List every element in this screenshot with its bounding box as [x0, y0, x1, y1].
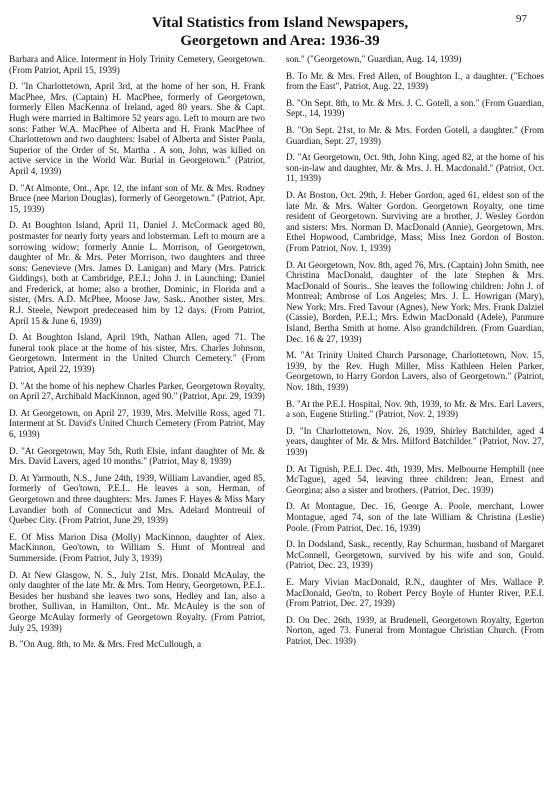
entry: M. "At Trinity United Church Parsonage, Charlottetown, Nov. 15, 1939, by the Rev. Hugh Miller, Miss Kathleen Helen Parker, Georgetown, to Harry Gordon Lavers, also of Georgetown." (Patriot, Nov. 18th, 1939) [286, 350, 544, 393]
entry: D. At Tignish, P.E.I. Dec. 4th, 1939, Mrs. Melbourne Hemphill (nee McTague), aged 54, leaving three children: Jean, Ernest and Georgina; also a sister and brothers. (Patriot, Dec. 1939) [286, 463, 544, 495]
entry: E. Mary Vivian MacDonald, R.N., daughter of Mrs. Wallace P. MacDonald, Geo'tn, to Robert Percy Boyle of Hunter River, P.E.I. (From Patriot, Dec. 27, 1939) [286, 576, 544, 609]
entry: D. "In Charlottetown, Nov. 26, 1939, Shirley Batchilder, aged 4 years, daughter of Mr. & Mrs. Milford Batchilder." (Patriot, Nov. 27, 1939) [286, 425, 544, 457]
entry: D. At Boughton Island, April 19th, Nathan Allen, aged 71. The funeral took place at the home of his sister, Mrs. Charles Johnson, Georgetown. Interment in the United Church Cemetery." (From Patriot, April 22, 1939) [9, 332, 265, 375]
entry: D. At Georgetown, on April 27, 1939, Mrs. Melville Ross, aged 71. Interment at St. David's United Church Cemetery (From Patriot, May 6, 1939) [9, 407, 265, 439]
entry: D. At Montague, Dec. 16, George A. Poole, merchant, Lower Montague, aged 74, son of the late William & Christina (Leslie) Poole. (From Patriot, Dec. 16, 1939) [286, 501, 544, 533]
entry: D. "In Charlottetown, April 3rd, at the home of her son, H. Frank MacPhee, Mrs. (Captain) H. MacPhee, formerly of Georgetown, formerly Ellen MacKenna of Ireland, aged 80 years. She & Capt. Hugh were married in Baltimore 52 years ago. Left to mourn are two sons: Father W.A. MacPhee of Alberta and H. Frank MacPhee of Charlottetown and two daughters: Isabel of Alberta and Sister Paula, Superior of the Order of St. Martha . A son, John, was killed on active service in the World War. Burial in Georgetown." (Patriot, April 4, 1939) [9, 81, 265, 176]
entry: E. Of Miss Marion Disa (Molly) MacKinnon, daughter of Alex. MacKinnon, Geo'town, to William S. Hunt of Montreal and Summerside. (From Patriot, July 3, 1939) [9, 531, 265, 563]
entry: B. "On Aug. 8th, to Mr. & Mrs. Fred McCullough, a [9, 639, 202, 650]
entry: B. To Mr. & Mrs. Fred Allen, of Boughton I., a daughter. ("Echoes from the East", Patriot, Aug. 22, 1939) [286, 70, 544, 92]
title-line-2: Georgetown and Area: 1936-39 [180, 33, 380, 49]
entry: B. "At the P.E.I. Hospital, Nov. 9th, 1939, to Mr. & Mrs. Earl Lavers, a son, Eugene Stirling." (Patriot, Nov. 2, 1939) [286, 398, 544, 420]
entry: Barbara and Alice. Interment in Holy Trinity Cemetery, Georgetown. (From Patriot, April 15, 1939) [9, 54, 265, 75]
entry: D. "At Georgetown, May 5th, Ruth Elsie, infant daughter of Mr. & Mrs. David Lavers, aged 10 months." (Patriot, May 8, 1939) [9, 445, 265, 467]
entry: D. At New Glasgow, N. S., July 21st, Mrs. Donald McAulay, the only daughter of the late Mr. & Mrs. Tom Henry, Georgetown, P.E.I.. Besides her husband she leaves two sons, Hedley and Ian, also a brother, Sullivan, in Hamilton, Ont.. Mr. McAuley is the son of George McAulay formerly of Georgetown Royalty. (From Patriot, July 25, 1939) [9, 569, 265, 633]
page-number: 97 [516, 13, 527, 25]
entry: D. At Georgetown, Nov. 8th, aged 76, Mrs. (Captain) John Smith, nee Christina MacDonald, daughter of the late Stephen & Mrs. MacDonald of Souris.. She leaves the following children: John J. of Montreal; Ambrose of Los Angeles; Mrs. J. L. Howrigan (Mary), New York; Mrs. Fred Tavour (Agnes), New York; Mrs. Frank Dalziel (Cassie), Borden, P.E.I.; Mrs. Edwin MacDonald (Adele), Panmure Island, Bertha Smith at home. Also grandchildren. (From Guardian, Dec. 16 & 27, 1939) [286, 259, 544, 344]
entry: D. At Boston, Oct. 29th, J. Heber Gordon, aged 61, eldest son of the late Mr. & Mrs. Walter Gordon. Georgetown Royalty, one time resident of Georgetown. Surviving are a brother, J. Wesley Gordon and sisters: Mrs. Norman D. MacDonald (Annie), Georgetown, Mrs. Ethel Hopwood, Cambridge, Mass; Miss Inez Gordon of Boston. (From Patriot, Nov. 1, 1939) [286, 189, 544, 253]
page-title [0, 14, 560, 50]
entry: D. "At Georgetown, Oct. 9th, John King, aged 82, at the home of his son-in-law and daughter, Mr. & Mrs. J. H. Macdonald." (Patriot, Oct. 11, 1939) [286, 152, 544, 184]
entry: B. "On Sept. 21st, to Mr. & Mrs. Forden Gotell, a daughter." (From Guardian, Sept. 27, 1939) [286, 124, 544, 146]
entry: D. At Yarmouth, N.S., June 24th, 1939, William Lavandier, aged 85, formerly of Geo'town, P.E.I.. He leaves a son, Herman, of Georgetown and three daughters: Mrs. James F. Hayes & Miss Mary Lavandier both of Connecticut and Mrs. Adelard Montreuil of Quebec City. (From Patriot, June 29, 1939) [9, 472, 265, 526]
left-column [9, 54, 265, 656]
title-line-1: Vital Statistics from Island Newspapers, [151, 15, 409, 31]
entry: D. At Boughton Island, April 11, Daniel J. McCormack aged 80, postmaster for nearly forty years and lobsterman. Left to mourn are a sorrowing widow; formerly Annie L. Morrison, of Georgetown, daughter of Mr. & Mrs. Peter Morrison, two daughters and three sons: Genevieve (Mrs. James D. Lanigan) and Mary (Mrs. Patrick Giddings), both at Cambridge, P.E.I.; John J. in Launching; Daniel and Frederick, at home; also a brother, Dominic, in Florida and a sister, (Mrs. A.D. McPhee, Moose Jaw, Sask.. Another sister, Mrs. R.J. Steele, Newport predeceased him by 12 days. (From Patriot, April 15 & June 6, 1939) [9, 220, 265, 326]
entry: B. "On Sept. 8th, to Mr. & Mrs. J. C. Gotell, a son." (From Guardian, Sept., 14, 1939) [286, 97, 544, 119]
entry: D. "At Almonte, Ont., Apr. 12, the infant son of Mr. & Mrs. Rodney Bruce (nee Marion Douglas), formerly of Georgetown." (Patriot, Apr. 15, 1939) [9, 182, 265, 214]
entry: D. On Dec. 26th, 1939, at Brudenell, Georgetown Royalty, Egerton Norton, aged 73. Funeral from Montague Christian Church. (From Patriot, Dec. 1939) [286, 614, 544, 646]
entry: son." ("Georgetown," Guardian, Aug. 14, 1939) [286, 54, 462, 64]
right-column [286, 54, 544, 653]
entry: D. In Dodsland, Sask., recently, Ray Schurman, husband of Margaret McConnell, Georgetown, survived by his wife and son, Gould. (Patriot, Dec. 23, 1939) [286, 539, 544, 571]
entry: D. "At the home of his nephew Charles Parker, Georgetown Royalty, on April 27, Archibald MacKinnon, aged 90." (Patriot, Apr. 29, 1939) [9, 380, 265, 402]
